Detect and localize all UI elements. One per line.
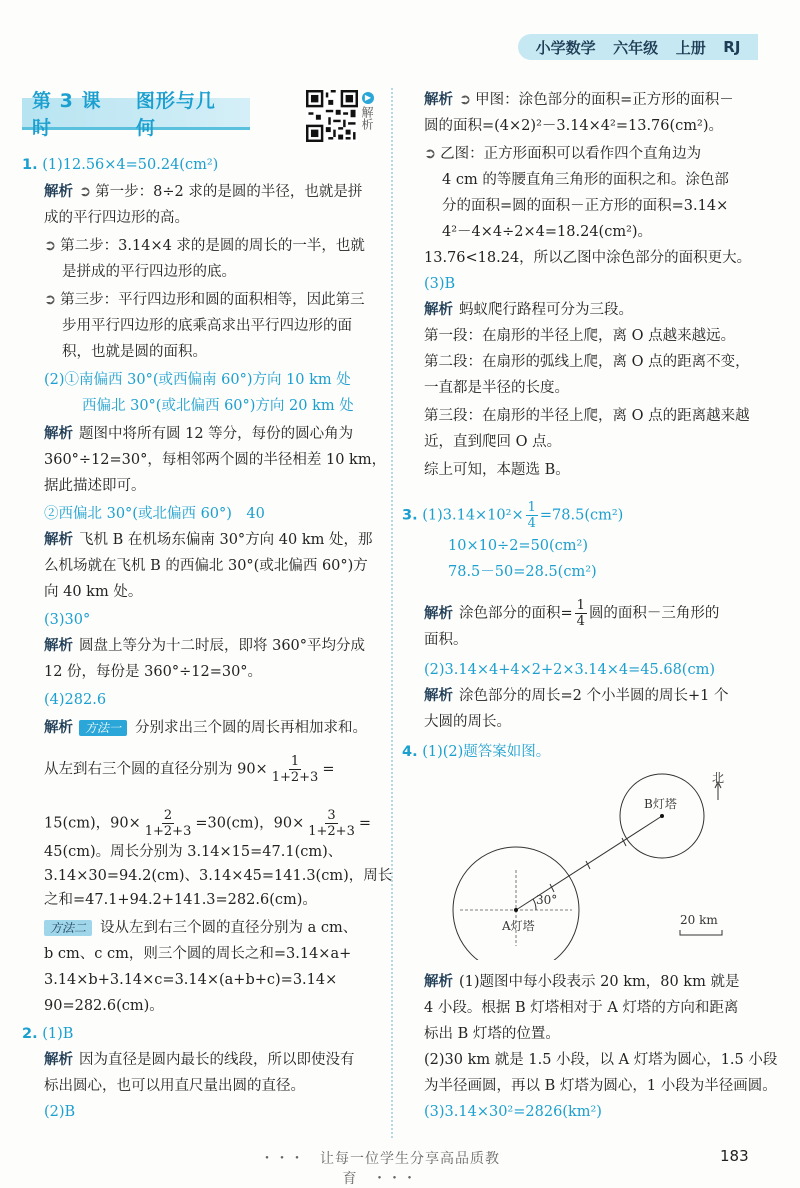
q1-2-explain-c: 据此描述即可。 [44, 478, 146, 494]
q2-3-answer: (3)B [424, 276, 456, 292]
r1-line-b: 圆的面积=(4×2)²－3.14×4²=13.76(cm²)。 [424, 118, 724, 134]
jiexi-label: 解析 [424, 974, 453, 990]
svg-text:20 km: 20 km [680, 913, 718, 927]
q1-1-step1-cont: 成的平行四边形的高。 [44, 210, 189, 226]
q3-1-explain: 解析 涂色部分的面积= $\frac{1}{4}$ 圆的面积－三角形的 [424, 598, 720, 629]
m2-line4: 90=282.6(cm)。 [44, 998, 164, 1014]
angle-label: 30° [536, 893, 558, 907]
q3-1-line-b: 10×10÷2=50(cm²) [448, 538, 589, 554]
jiexi-label: 解析 [424, 92, 453, 108]
q1-2b-explain-c: 向 40 km 处。 [44, 584, 143, 600]
jiexi-label: 解析 [44, 720, 73, 736]
seg2-a: 第二段：在扇形的弧线上爬，离 O 点的距离不变， [424, 354, 750, 370]
arrow-icon: ➲ [459, 92, 472, 108]
header-edition: RJ [723, 38, 741, 56]
lesson-title [22, 89, 250, 139]
point-b [660, 814, 664, 818]
r2-line-c: 分的面积=圆的面积－正方形的面积=3.14× [442, 198, 729, 214]
method2-badge: 方法二 [44, 920, 92, 936]
q2-2-answer: (2)B [44, 1104, 76, 1120]
play-icon[interactable]: ▶ [362, 92, 374, 104]
q1-2b-explain-b: 么机场就在飞机 B 的西偏北 30°(或北偏西 60°)方 [44, 558, 368, 574]
jiexi-label: 解析 [44, 184, 73, 200]
fraction: $\frac{1}{4}$ [576, 598, 585, 629]
seg1: 第一段：在扇形的半径上爬，离 O 点越来越远。 [424, 328, 736, 344]
arrow-icon: ➲ [79, 184, 92, 200]
q1-2-explain-b: 360°÷12=30°，每相邻两个圆的半径相差 10 km， [44, 452, 387, 468]
point-a [514, 908, 518, 912]
q3-1-explain-b: 面积。 [424, 632, 468, 648]
q1-1-step3: ➲ 第三步：平行四边形和圆的面积相等，因此第三 [44, 292, 365, 308]
m2-line2: b cm、c cm，则三个圆的周长之和=3.14×a+ [44, 946, 352, 962]
q1-1-step3-cont2: 积，也就是圆的面积。 [62, 344, 207, 360]
q3-2-explain: 解析 涂色部分的周长=2 个小半圆的周长+1 个 [424, 688, 729, 704]
question-number: 4. [402, 744, 418, 760]
lesson-number: 第 3 课时 [32, 89, 102, 139]
q1-3-explain: 解析 圆盘上等分为十二时辰，即将 360°平均分成 [44, 638, 366, 654]
circle-a [453, 847, 579, 960]
q1-4-answer: (4)282.6 [44, 692, 107, 708]
question-number: 2. [22, 1026, 38, 1042]
north-arrow [712, 771, 724, 800]
page-number: 183 [720, 1147, 749, 1165]
header-grade: 六年级 [613, 38, 659, 57]
q4-answer: 4. (1)(2)题答案如图。 [402, 744, 551, 760]
lesson-name: 图形与几何 [135, 89, 216, 139]
method1-badge: 方法一 [79, 720, 127, 736]
seg3-b: 近，直到爬回 O 点。 [424, 434, 562, 450]
qr-code-icon[interactable] [306, 90, 358, 142]
r1-line-a: 解析 ➲ 甲图：涂色部分的面积=正方形的面积－ [424, 92, 734, 108]
arrow-icon: ➲ [44, 238, 57, 254]
q4-explain-d: (2)30 km 就是 1.5 小段，以 A 灯塔为圆心，1.5 小段 [424, 1052, 778, 1068]
q4-explain-a: 解析 (1)题图中每小段表示 20 km，80 km 就是 [424, 974, 740, 990]
header-subject: 小学数学 [535, 38, 596, 57]
fraction: $\frac{1}{1+2+3}$ [271, 754, 319, 785]
q3-1-line-c: 78.5－50=28.5(cm²) [448, 564, 597, 580]
m1-line3: 45(cm)。周长分别为 3.14×15=47.1(cm)、 [44, 844, 343, 860]
q4-explain-c: 标出 B 灯塔的位置。 [424, 1026, 560, 1042]
q1-3-explain-b: 12 份，每份是 360°÷12=30°。 [44, 664, 263, 680]
m1-line1: 从左到右三个圆的直径分别为 90× $\frac{1}{1+2+3}$ = [44, 754, 335, 785]
header-tag [518, 34, 758, 60]
q3-2-explain-b: 大圆的周长。 [424, 714, 511, 730]
header-volume: 上册 [675, 38, 706, 57]
q1-1-step2-cont: 是拼成的平行四边形的底。 [62, 264, 236, 280]
q2-3-explain: 解析 蚂蚁爬行路程可分为三段。 [424, 302, 633, 318]
jiexi-label: 解析 [44, 638, 73, 654]
m2-line1: 方法二 设从左到右三个圆的直径分别为 a cm、 [44, 918, 357, 938]
q1-4-method1: 解析 方法一 分别求出三个圆的周长再相加求和。 [44, 720, 368, 736]
q1-2b-answer: ②西偏北 30°(或北偏西 60°) 40 [44, 506, 265, 522]
jiexi-label: 解析 [44, 532, 73, 548]
q1-1-step3-cont: 步用平行四边形的底乘高求出平行四边形的面 [62, 318, 352, 334]
m1-line2: 15(cm)，90× $\frac{2}{1+2+3}$ =30(cm)，90× $\frac{3}{1+2+3}$ = [44, 808, 372, 839]
q4-3-answer: (3)3.14×30²=2826(km²) [424, 1104, 602, 1120]
fraction: $\frac{2}{1+2+3}$ [144, 808, 192, 839]
r2-line-d: 4²－4×4÷2×4=18.24(cm²)。 [442, 224, 653, 240]
scale-bar [680, 913, 722, 935]
jiexi-label: 解析 [424, 302, 453, 318]
r2-line-a: ➲ 乙图：正方形面积可以看作四个直角边为 [424, 146, 702, 162]
q1-1-step1: 解析 ➲ 第一步：8÷2 求的是圆的半径，也就是拼 [44, 184, 363, 200]
lighthouse-b-label: B灯塔 [644, 797, 677, 811]
r2-line-e: 13.76<18.24，所以乙图中涂色部分的面积更大。 [424, 250, 752, 266]
q2-1-explain: 解析 因为直径是圆内最长的线段，所以即使没有 [44, 1052, 355, 1068]
q1-1-answer: 1. (1)12.56×4=50.24(cm²) [22, 157, 219, 173]
seg2-b: 一直都是半径的长度。 [424, 380, 569, 396]
lighthouse-a-label: A灯塔 [502, 919, 535, 933]
q3-2-answer: (2)3.14×4+4×2+2×3.14×4=45.68(cm) [424, 662, 715, 678]
q1-2-answer-b: 西偏北 30°(或北偏西 60°)方向 20 km 处 [82, 398, 354, 414]
m1-line5: 之和=47.1+94.2+141.3=282.6(cm)。 [44, 892, 317, 908]
footer-slogan: ・・・ 让每一位学生分享高品质教育 ・・・ [260, 1151, 500, 1187]
q2-1-explain-b: 标出圆心，也可以用直尺量出圆的直径。 [44, 1078, 305, 1094]
qr-label: 解析 [360, 106, 374, 130]
north-label: 北 [712, 771, 725, 785]
m2-line3: 3.14×b+3.14×c=3.14×(a+b+c)=3.14× [44, 972, 338, 988]
r2-line-b: 4 cm 的等腰直角三角形的面积之和。涂色部 [442, 172, 729, 188]
jiexi-label: 解析 [44, 1052, 73, 1068]
seg3-a: 第三段：在扇形的半径上爬，离 O 点的距离越来越 [424, 408, 750, 424]
q1-2-answer-a: (2)①南偏西 30°(或西偏南 60°)方向 10 km 处 [44, 372, 351, 388]
fraction: $\frac{1}{4}$ [527, 500, 536, 531]
jiexi-label: 解析 [44, 426, 73, 442]
q4-explain-b: 4 小段。根据 B 灯塔相对于 A 灯塔的方向和距离 [424, 1000, 739, 1016]
m1-line4: 3.14×30=94.2(cm)、3.14×45=141.3(cm)，周长 [44, 868, 393, 884]
summary: 综上可知，本题选 B。 [424, 462, 570, 478]
fraction: $\frac{3}{1+2+3}$ [308, 808, 355, 839]
q1-3-answer: (3)30° [44, 612, 91, 628]
q1-2-explain: 解析 题图中将所有圆 12 等分，每份的圆心角为 [44, 426, 354, 442]
q3-1-answer: 3. (1)3.14×10²× $\frac{1}{4}$ =78.5(cm²) [402, 500, 624, 531]
column-divider [391, 88, 393, 1138]
question-number: 3. [402, 507, 418, 524]
q4-explain-e: 为半径画圆，再以 B 灯塔为圆心，1 小段为半径画圆。 [424, 1078, 777, 1094]
jiexi-label: 解析 [424, 688, 453, 704]
q1-2b-explain: 解析 飞机 B 在机场东偏南 30°方向 40 km 处，那 [44, 532, 373, 548]
question-number: 1. [22, 157, 38, 173]
lighthouse-diagram [440, 770, 760, 960]
q1-1-step2: ➲ 第二步：3.14×4 求的是圆的周长的一半，也就 [44, 238, 365, 254]
q2-1-answer: 2. (1)B [22, 1026, 74, 1042]
arrow-icon: ➲ [44, 292, 57, 308]
jiexi-label: 解析 [424, 605, 453, 622]
arrow-icon: ➲ [424, 146, 437, 162]
